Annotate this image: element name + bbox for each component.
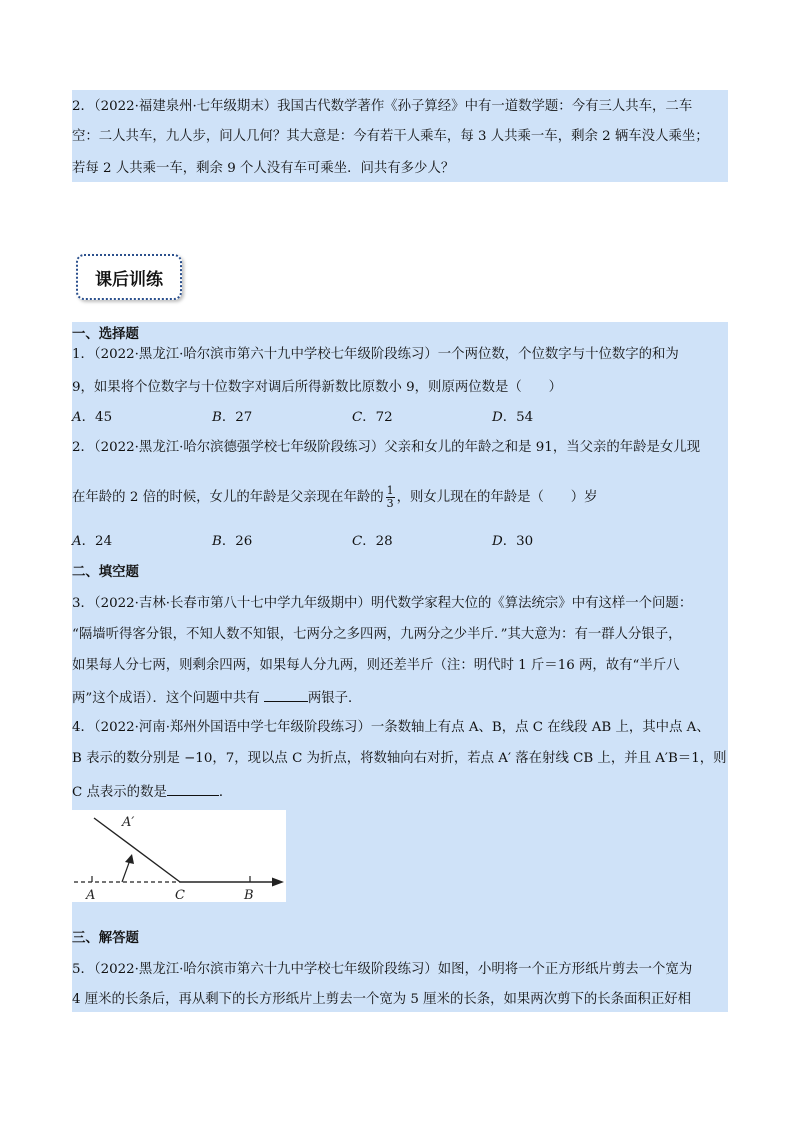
label-c: C (175, 888, 185, 902)
one-third-fraction: $\frac{1}{3}$ (386, 484, 394, 510)
q1-option-d: D．54 (492, 410, 534, 425)
q4-line-1: 4．（2022·河南·郑州外国语中学七年级阶段练习）一条数轴上有点 A、B，点 C 在线段 AB 上，其中点 A、 (72, 720, 710, 735)
folded-segment (94, 818, 180, 882)
choice-section-heading: 一、选择题 (72, 327, 139, 342)
q4-line-3: C 点表示的数是 ． (72, 781, 728, 803)
section-title-box (76, 254, 182, 300)
label-b: B (244, 888, 254, 902)
axis-arrow-head (272, 878, 284, 887)
q1-option-c: C．72 (352, 410, 393, 425)
q2-option-c: C．28 (352, 534, 393, 549)
fold-arrow-shaft (122, 860, 130, 882)
q1-line-2: 9，如果将个位数字与十位数字对调后所得新数比原数小 9，则原两位数是（ ） (72, 380, 562, 395)
q3-line-2: “隔墙听得客分银，不知人数不知银，七两分之多四两，九两分之少半斤．”其大意为：有一群人分银子， (72, 627, 682, 642)
label-a-prime: A′ (122, 815, 135, 830)
q3-line-3: 如果每人分七两，则剩余四两，如果每人分九两，则还差半斤（注：明代时 1 斤＝16 两，故有“半斤八 (72, 658, 680, 673)
answer-section-heading: 三、解答题 (72, 931, 139, 946)
q1-line-1: 1．（2022·黑龙江·哈尔滨市第六十九中学校七年级阶段练习）一个两位数，个位数字与十位数字的和为 (72, 347, 679, 362)
fill-section-heading: 二、填空题 (72, 565, 139, 580)
q5-line-1: 5．（2022·黑龙江·哈尔滨市第六十九中学校七年级阶段练习）如图，小明将一个正方形纸片剪去一个宽为 (72, 962, 693, 977)
label-a: A (86, 888, 96, 902)
q3-answer-blank[interactable] (264, 687, 308, 702)
q3-line-4: 两”这个成语）．这个问题中共有 两银子． (72, 687, 728, 709)
q4-answer-blank[interactable] (167, 781, 219, 796)
q3-line-1: 3．（2022·吉林·长春市第八十七中学九年级期中）明代数学家程大位的《算法统宗》中有这样一个问题： (72, 596, 693, 611)
number-line-figure (72, 810, 286, 902)
q1-option-a: A．45 (72, 410, 113, 425)
top-problem-line-3: 若每 2 人共乘一车，剩余 9 个人没有车可乘坐．问共有多少人？ (72, 161, 455, 176)
q2-line-2: 在年龄的 2 倍的时候，女儿的年龄是父亲现在年龄的 $\frac{1}{3}$ ，则女儿现在的年龄是（ ）岁 (72, 484, 598, 510)
top-problem-line-1: 2．（2022·福建泉州·七年级期末）我国古代数学著作《孙子算经》中有一道数学题：今有三人共车，二车 (72, 99, 693, 114)
q2-option-b: B．26 (212, 534, 253, 549)
fold-arrow-head (125, 854, 134, 864)
top-problem-line-2: 空：二人共车，九人步，问人几何？其大意是：今有若干人乘车，每 3 人共乘一车，剩余 2 辆车没人乘坐； (72, 129, 709, 144)
number-line-diagram (72, 810, 286, 902)
q1-option-b: B．27 (212, 410, 253, 425)
q5-line-2: 4 厘米的长条后，再从剩下的长方形纸片上剪去一个宽为 5 厘米的长条，如果两次剪下的长条面积正好相 (72, 992, 691, 1007)
q2-line-1: 2．（2022·黑龙江·哈尔滨德强学校七年级阶段练习）父亲和女儿的年龄之和是 91，当父亲的年龄是女儿现 (72, 440, 701, 455)
section-title: 课后训练 (95, 269, 163, 290)
q2-option-d: D．30 (492, 534, 534, 549)
q4-line-2: B 表示的数分别是 −10，7，现以点 C 为折点，将数轴向右对折，若点 A′ 落在射线 CB 上，并且 A′B＝1，则 (72, 751, 727, 766)
q2-option-a: A．24 (72, 534, 113, 549)
